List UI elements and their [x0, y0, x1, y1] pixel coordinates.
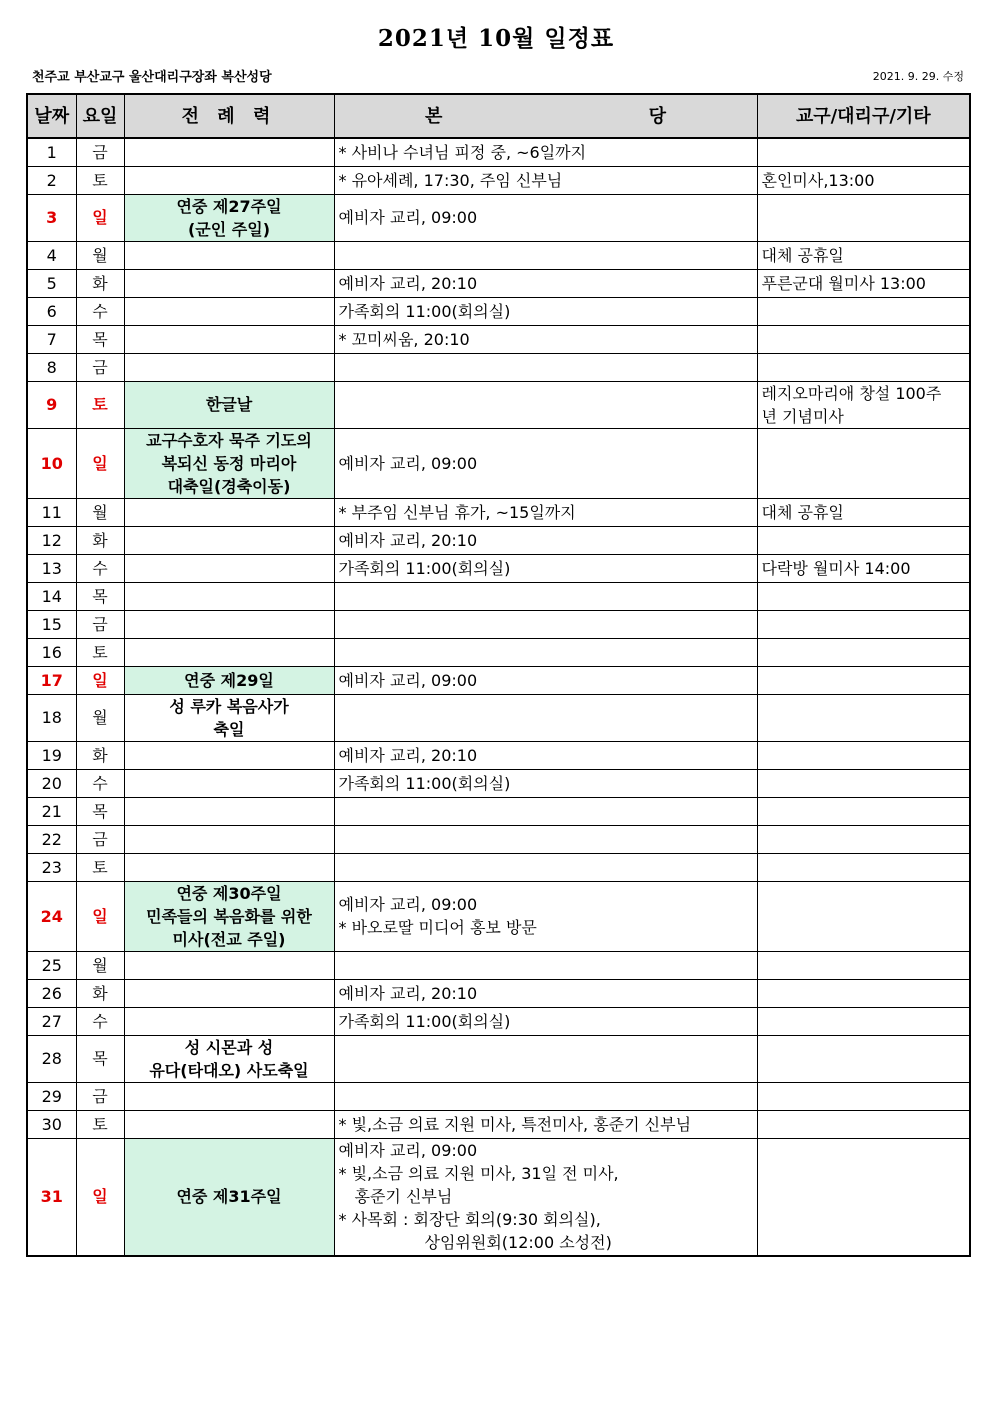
- liturgy-cell: [124, 241, 334, 269]
- schedule-row: [27, 769, 970, 797]
- schedule-row: [27, 638, 970, 666]
- other-cell: [757, 526, 970, 554]
- schedule-row: [27, 269, 970, 297]
- schedule-row: [27, 825, 970, 853]
- liturgy-cell: [124, 979, 334, 1007]
- lit-line: 성 시몬과 성: [184, 1037, 274, 1057]
- weekday-cell: 수: [76, 554, 124, 582]
- parish-cell: [334, 694, 757, 741]
- main-line: 상임위원회(12:00 소성전): [424, 1233, 612, 1253]
- other-cell: [757, 694, 970, 741]
- parish-cell: [334, 825, 757, 853]
- lit-line: 미사(전교 주일): [172, 929, 286, 949]
- parish-cell: [334, 1007, 757, 1035]
- header-row: [27, 94, 970, 138]
- day-cell: 16: [27, 638, 76, 666]
- main-line: 예비자 교리, 20:10: [338, 983, 478, 1003]
- weekday-cell: 월: [76, 951, 124, 979]
- weekday-cell: 토: [76, 166, 124, 194]
- parish-cell: [334, 325, 757, 353]
- liturgy-cell: [124, 498, 334, 526]
- weekday-cell: 목: [76, 325, 124, 353]
- liturgy-cell: [124, 1082, 334, 1110]
- weekday-cell: 월: [76, 241, 124, 269]
- schedule-table: [26, 93, 971, 1257]
- weekday-cell: 토: [76, 381, 124, 428]
- schedule-row: [27, 526, 970, 554]
- schedule-row: [27, 853, 970, 881]
- other-cell: [757, 1110, 970, 1138]
- main-line: 예비자 교리, 09:00: [338, 453, 478, 473]
- other-line: 다락방 월미사 14:00: [761, 558, 911, 578]
- day-cell: 26: [27, 979, 76, 1007]
- other-line: 대체 공휴일: [761, 502, 844, 522]
- parish-cell: [334, 353, 757, 381]
- day-cell: 23: [27, 853, 76, 881]
- liturgy-cell: [124, 269, 334, 297]
- liturgy-cell: [124, 769, 334, 797]
- schedule-row: [27, 582, 970, 610]
- day-cell: 27: [27, 1007, 76, 1035]
- other-cell: [757, 381, 970, 428]
- day-cell: 18: [27, 694, 76, 741]
- other-cell: [757, 269, 970, 297]
- other-cell: [757, 1007, 970, 1035]
- other-cell: [757, 353, 970, 381]
- other-cell: [757, 498, 970, 526]
- weekday-cell: 금: [76, 825, 124, 853]
- day-cell: 3: [27, 194, 76, 241]
- header-weekday: 요일: [76, 94, 124, 138]
- main-line: * 바오로딸 미디어 홍보 방문: [338, 918, 537, 937]
- parish-name: 천주교 부산교구 울산대리구장좌 복산성당: [32, 70, 272, 85]
- main-line: 예비자 교리, 09:00: [338, 670, 478, 690]
- weekday-cell: 목: [76, 797, 124, 825]
- other-line: 년 기념미사: [761, 406, 844, 426]
- parish-cell: [334, 979, 757, 1007]
- schedule-row: [27, 138, 970, 166]
- header-parish: 본 당: [334, 94, 757, 138]
- day-cell: 11: [27, 498, 76, 526]
- other-cell: [757, 325, 970, 353]
- other-cell: [757, 638, 970, 666]
- other-cell: [757, 194, 970, 241]
- lit-line: 축일: [213, 719, 245, 739]
- day-cell: 29: [27, 1082, 76, 1110]
- schedule-row: [27, 610, 970, 638]
- header-other: 교구/대리구/기타: [757, 94, 970, 138]
- schedule-row: [27, 428, 970, 498]
- weekday-cell: 월: [76, 498, 124, 526]
- schedule-row: [27, 353, 970, 381]
- day-cell: 1: [27, 138, 76, 166]
- lit-line: 복되신 동정 마리아: [161, 453, 297, 473]
- schedule-row: [27, 297, 970, 325]
- other-cell: [757, 428, 970, 498]
- parish-cell: [334, 194, 757, 241]
- schedule-row: [27, 741, 970, 769]
- liturgy-cell: [124, 166, 334, 194]
- liturgy-cell: [124, 381, 334, 428]
- liturgy-cell: [124, 138, 334, 166]
- weekday-cell: 일: [76, 194, 124, 241]
- liturgy-cell: [124, 1110, 334, 1138]
- other-cell: [757, 610, 970, 638]
- liturgy-cell: [124, 666, 334, 694]
- parish-cell: [334, 269, 757, 297]
- other-line: 레지오마리애 창설 100주: [761, 383, 942, 403]
- weekday-cell: 금: [76, 1082, 124, 1110]
- parish-cell: [334, 428, 757, 498]
- other-cell: [757, 741, 970, 769]
- weekday-cell: 토: [76, 638, 124, 666]
- schedule-row: [27, 166, 970, 194]
- parish-cell: [334, 1138, 757, 1256]
- parish-cell: [334, 881, 757, 951]
- liturgy-cell: [124, 951, 334, 979]
- main-line: 예비자 교리, 20:10: [338, 273, 478, 293]
- day-cell: 28: [27, 1035, 76, 1082]
- weekday-cell: 화: [76, 979, 124, 1007]
- liturgy-cell: [124, 797, 334, 825]
- weekday-cell: 금: [76, 353, 124, 381]
- weekday-cell: 화: [76, 526, 124, 554]
- liturgy-cell: [124, 194, 334, 241]
- weekday-cell: 화: [76, 741, 124, 769]
- weekday-cell: 목: [76, 1035, 124, 1082]
- parish-cell: [334, 853, 757, 881]
- other-cell: [757, 241, 970, 269]
- schedule-row: [27, 498, 970, 526]
- schedule-row: [27, 1007, 970, 1035]
- day-cell: 4: [27, 241, 76, 269]
- main-line: 예비자 교리, 09:00: [338, 1141, 478, 1161]
- day-cell: 19: [27, 741, 76, 769]
- weekday-cell: 월: [76, 694, 124, 741]
- day-cell: 15: [27, 610, 76, 638]
- schedule-row: [27, 797, 970, 825]
- lit-line: 성 루카 복음사가: [169, 696, 289, 716]
- main-line: 예비자 교리, 09:00: [338, 208, 478, 227]
- schedule-row: [27, 1035, 970, 1082]
- header-liturgy: 전 례 력: [124, 94, 334, 138]
- liturgy-cell: [124, 1138, 334, 1256]
- parish-cell: [334, 797, 757, 825]
- main-line: * 유아세례, 17:30, 주임 신부님: [338, 170, 563, 190]
- schedule-row: [27, 241, 970, 269]
- lit-line: 연중 제27주일: [176, 196, 282, 216]
- day-cell: 6: [27, 297, 76, 325]
- other-cell: [757, 1082, 970, 1110]
- parish-cell: [334, 498, 757, 526]
- parish-cell: [334, 1110, 757, 1138]
- other-cell: [757, 951, 970, 979]
- parish-cell: [334, 769, 757, 797]
- revision-date: 2021. 9. 29. 수정: [872, 70, 964, 83]
- other-cell: [757, 797, 970, 825]
- header-day: 날짜: [27, 94, 76, 138]
- day-cell: 17: [27, 666, 76, 694]
- lit-line: 민족들의 복음화를 위한: [146, 906, 312, 926]
- liturgy-cell: [124, 582, 334, 610]
- schedule-row: [27, 1082, 970, 1110]
- weekday-cell: 금: [76, 610, 124, 638]
- parish-cell: [334, 951, 757, 979]
- liturgy-cell: [124, 881, 334, 951]
- other-cell: [757, 825, 970, 853]
- schedule-row: [27, 694, 970, 741]
- parish-cell: [334, 1035, 757, 1082]
- lit-line: 유다(타대오) 사도축일: [149, 1060, 309, 1080]
- main-line: 홍준기 신부님: [354, 1187, 453, 1207]
- main-line: 가족회의 11:00(회의실): [338, 1011, 511, 1031]
- parish-cell: [334, 166, 757, 194]
- day-cell: 14: [27, 582, 76, 610]
- weekday-cell: 금: [76, 138, 124, 166]
- other-cell: [757, 853, 970, 881]
- schedule-row: [27, 881, 970, 951]
- parish-cell: [334, 582, 757, 610]
- schedule-row: [27, 951, 970, 979]
- parish-cell: [334, 381, 757, 428]
- liturgy-cell: [124, 694, 334, 741]
- day-cell: 8: [27, 353, 76, 381]
- main-line: * 부주임 신부님 휴가, ~15일까지: [338, 502, 576, 522]
- day-cell: 9: [27, 381, 76, 428]
- schedule-row: [27, 1110, 970, 1138]
- main-line: 예비자 교리, 09:00: [338, 895, 478, 914]
- main-line: 가족회의 11:00(회의실): [338, 773, 511, 793]
- parish-cell: [334, 638, 757, 666]
- parish-cell: [334, 554, 757, 582]
- page-title: 2021년 10월 일정표: [377, 25, 615, 52]
- weekday-cell: 토: [76, 853, 124, 881]
- other-cell: [757, 881, 970, 951]
- lit-line: 교구수호자 묵주 기도의: [146, 430, 312, 450]
- liturgy-cell: [124, 297, 334, 325]
- day-cell: 12: [27, 526, 76, 554]
- parish-cell: [334, 138, 757, 166]
- weekday-cell: 일: [76, 881, 124, 951]
- liturgy-cell: [124, 610, 334, 638]
- other-line: 푸른군대 월미사 13:00: [761, 273, 926, 293]
- liturgy-cell: [124, 825, 334, 853]
- weekday-cell: 토: [76, 1110, 124, 1138]
- liturgy-cell: [124, 325, 334, 353]
- schedule-row: [27, 381, 970, 428]
- day-cell: 25: [27, 951, 76, 979]
- parish-cell: [334, 666, 757, 694]
- parish-cell: [334, 241, 757, 269]
- schedule-body: [27, 138, 970, 1256]
- other-cell: [757, 1138, 970, 1256]
- lit-line: 연중 제30주일: [176, 883, 282, 903]
- day-cell: 21: [27, 797, 76, 825]
- lit-line: 연중 제29일: [184, 670, 274, 690]
- parish-cell: [334, 526, 757, 554]
- day-cell: 24: [27, 881, 76, 951]
- schedule-row: [27, 1138, 970, 1256]
- other-cell: [757, 166, 970, 194]
- parish-cell: [334, 297, 757, 325]
- other-cell: [757, 554, 970, 582]
- main-line: * 꼬미씨움, 20:10: [338, 329, 470, 349]
- weekday-cell: 일: [76, 1138, 124, 1256]
- schedule-row: [27, 554, 970, 582]
- day-cell: 13: [27, 554, 76, 582]
- liturgy-cell: [124, 554, 334, 582]
- weekday-cell: 일: [76, 666, 124, 694]
- other-cell: [757, 666, 970, 694]
- parish-cell: [334, 610, 757, 638]
- day-cell: 22: [27, 825, 76, 853]
- main-line: 예비자 교리, 20:10: [338, 530, 478, 550]
- parish-cell: [334, 1082, 757, 1110]
- schedule-row: [27, 979, 970, 1007]
- weekday-cell: 수: [76, 769, 124, 797]
- liturgy-cell: [124, 526, 334, 554]
- lit-line: 연중 제31주일: [176, 1187, 282, 1207]
- liturgy-cell: [124, 353, 334, 381]
- other-cell: [757, 138, 970, 166]
- weekday-cell: 일: [76, 428, 124, 498]
- weekday-cell: 목: [76, 582, 124, 610]
- weekday-cell: 수: [76, 297, 124, 325]
- other-cell: [757, 1035, 970, 1082]
- main-line: * 사비나 수녀님 피정 중, ~6일까지: [338, 142, 587, 162]
- liturgy-cell: [124, 1035, 334, 1082]
- other-cell: [757, 297, 970, 325]
- liturgy-cell: [124, 428, 334, 498]
- lit-line: 대축일(경축이동): [167, 476, 291, 496]
- day-cell: 30: [27, 1110, 76, 1138]
- main-line: * 빛,소금 의료 지원 미사, 31일 전 미사,: [338, 1164, 619, 1184]
- schedule-row: [27, 194, 970, 241]
- liturgy-cell: [124, 1007, 334, 1035]
- weekday-cell: 화: [76, 269, 124, 297]
- day-cell: 2: [27, 166, 76, 194]
- day-cell: 5: [27, 269, 76, 297]
- other-cell: [757, 582, 970, 610]
- liturgy-cell: [124, 741, 334, 769]
- schedule-row: [27, 325, 970, 353]
- lit-line: 한글날: [205, 395, 253, 414]
- liturgy-cell: [124, 638, 334, 666]
- other-line: 대체 공휴일: [761, 245, 844, 265]
- main-line: * 사목회 : 회장단 회의(9:30 회의실),: [338, 1210, 601, 1230]
- other-line: 혼인미사,13:00: [761, 170, 875, 190]
- weekday-cell: 수: [76, 1007, 124, 1035]
- other-cell: [757, 979, 970, 1007]
- other-cell: [757, 769, 970, 797]
- main-line: 가족회의 11:00(회의실): [338, 301, 511, 321]
- day-cell: 10: [27, 428, 76, 498]
- lit-line: (군인 주일): [187, 219, 271, 239]
- day-cell: 20: [27, 769, 76, 797]
- main-line: 예비자 교리, 20:10: [338, 745, 478, 765]
- main-line: * 빛,소금 의료 지원 미사, 특전미사, 홍준기 신부님: [338, 1114, 692, 1134]
- parish-cell: [334, 741, 757, 769]
- liturgy-cell: [124, 853, 334, 881]
- day-cell: 7: [27, 325, 76, 353]
- day-cell: 31: [27, 1138, 76, 1256]
- schedule-row: [27, 666, 970, 694]
- main-line: 가족회의 11:00(회의실): [338, 558, 511, 578]
